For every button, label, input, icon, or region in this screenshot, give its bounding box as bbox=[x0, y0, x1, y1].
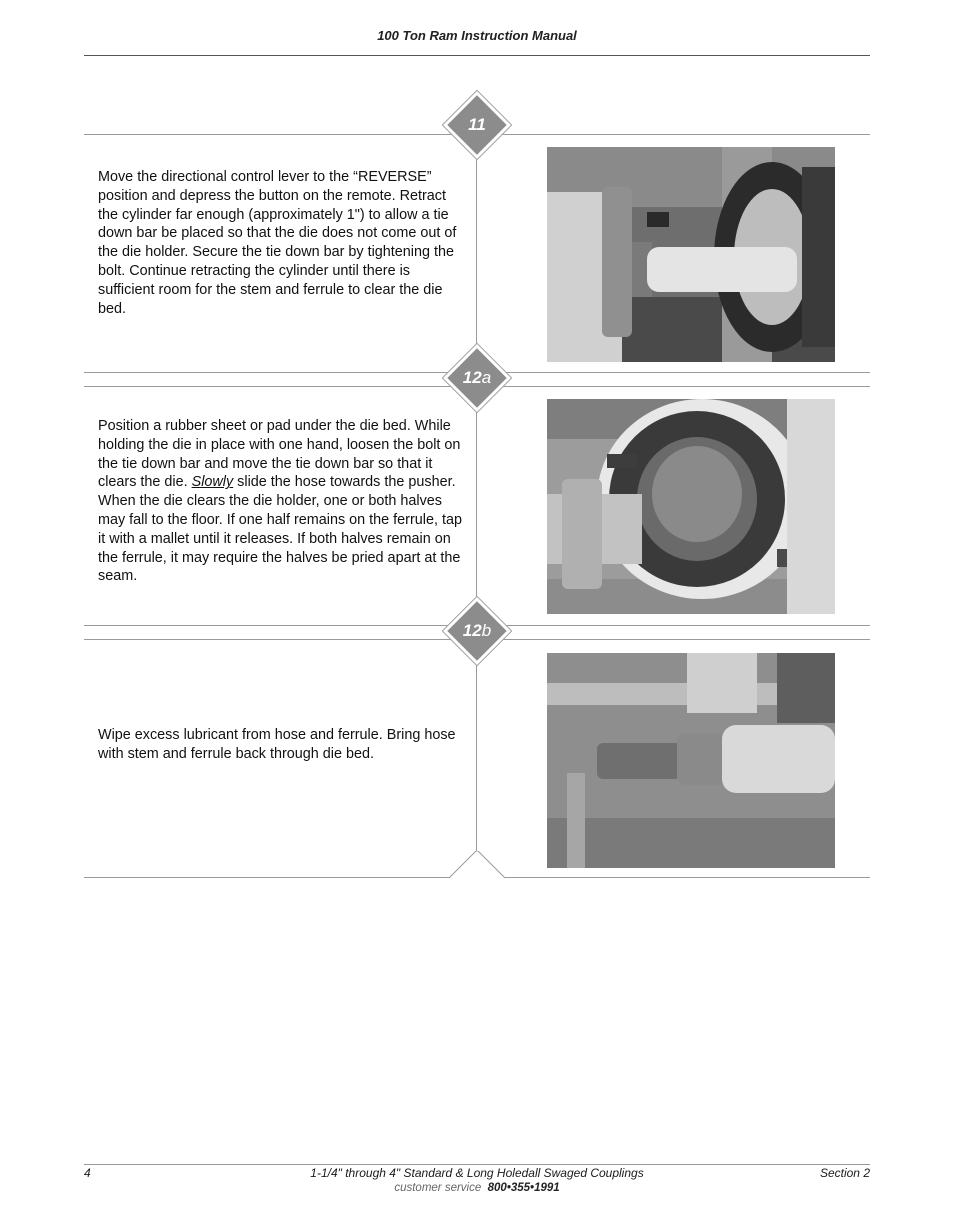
emphasis-slowly: Slowly bbox=[191, 474, 234, 491]
step-photo-retract-cylinder bbox=[547, 147, 835, 362]
page-number: 4 bbox=[84, 1166, 91, 1180]
column-divider bbox=[476, 400, 477, 610]
footer-rule bbox=[84, 1164, 870, 1165]
step-instructions: Wipe excess lubricant from hose and ferrule. Bring hose with stem and ferrule back through die bed. bbox=[98, 727, 456, 762]
bottom-notch-shape bbox=[449, 851, 505, 879]
customer-service-label: customer service bbox=[394, 1182, 482, 1194]
manual-title: 100 Ton Ram Instruction Manual bbox=[377, 28, 577, 43]
step-number: 12b bbox=[462, 621, 492, 640]
header-rule bbox=[84, 55, 870, 56]
step-photo-hose-ferrule bbox=[547, 653, 835, 868]
step-number: 11 bbox=[468, 115, 486, 134]
step-instructions: Move the directional control lever to the “REVERSE” position and depress the button on the remote. Retract the cylinder far enough (approximately 1") to allow a tie down bar be placed so that the die does not come out of the die holder. Secure the tie down bar by tightening the bolt. Continue retracting the cylinder until there is sufficient room for the stem and ferrule to clear the die bed. bbox=[98, 169, 457, 317]
step-instructions: Position a rubber sheet or pad under the die bed. While holding the die in place with one hand, loosen the bolt on the tie down bar and move the tie down bar so that it clears the die. Slowly slide the hose towards the pusher. When the die clears the die holder, one or both halves may fall to the floor. If one half remains on the ferrule, tap it with a mallet until it releases. If both halves remain on the ferrule, it may require the halves be pried apart at the seam. bbox=[98, 418, 462, 585]
step-number: 12a bbox=[462, 368, 492, 387]
footer-section: Section 2 bbox=[819, 1166, 870, 1180]
customer-service-phone: 800•355•1991 bbox=[487, 1182, 560, 1194]
column-divider bbox=[476, 655, 477, 855]
step-photo-remove-die bbox=[547, 399, 835, 614]
column-divider bbox=[476, 150, 477, 360]
customer-service bbox=[0, 1182, 954, 1194]
footer-document-title: 1-1/4" through 4" Standard & Long Holedall Swaged Couplings bbox=[310, 1166, 644, 1180]
